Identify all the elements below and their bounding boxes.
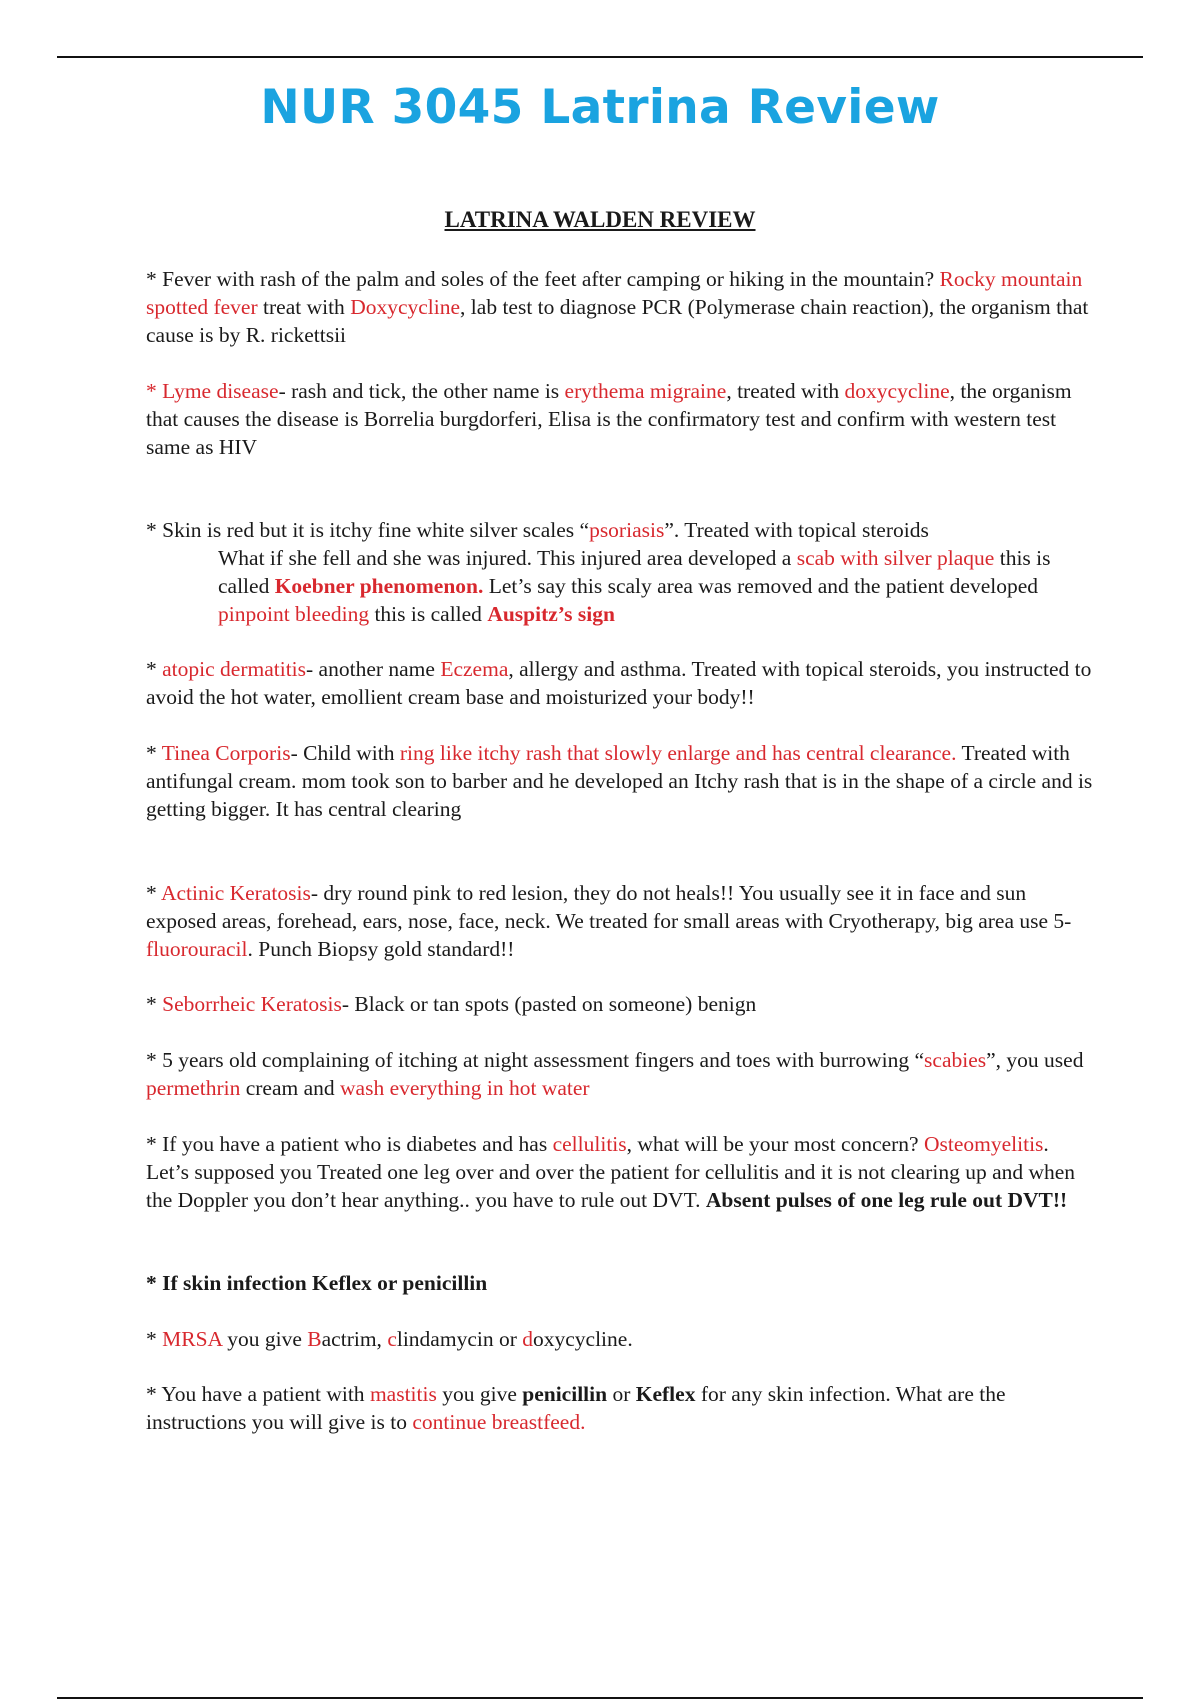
bottom-rule: [57, 1697, 1143, 1699]
top-rule: [57, 56, 1143, 58]
paragraph-scabies: * 5 years old complaining of itching at night assessment fingers and toes with burrowing “scabies”, you used permethrin cream and wash everything in hot water: [146, 1048, 1084, 1100]
paragraph-cellulitis: * If you have a patient who is diabetes and has cellulitis, what will be your most concern? Osteomyelitis. Let’s supposed you Treated one leg over and over the patient for cellulitis and it is not clearing up and when the Doppler you don’t hear anything.. you have to rule out DVT. Absent pulses of one leg rule out DVT!!: [146, 1132, 1076, 1212]
paragraph-skin-infection: * If skin infection Keflex or penicillin: [146, 1271, 488, 1295]
document-subtitle: LATRINA WALDEN REVIEW: [444, 207, 756, 232]
paragraph-lyme-disease: * Lyme disease- rash and tick, the other name is erythema migraine, treated with doxycycline, the organism that causes the disease is Borrelia burgdorferi, Elisa is the confirmatory test and confirm with western test same as HIV: [146, 379, 1072, 459]
paragraph-mastitis: * You have a patient with mastitis you give penicillin or Keflex for any skin infection. What are the instructions you will give is to continue breastfeed.: [146, 1382, 1006, 1434]
paragraph-psoriasis: * Skin is red but it is itchy fine white silver scales “psoriasis”. Treated with topical steroids What if she fell and she was injured. This injured area developed a scab with silver plaque this is called Koebner phenomenon. Let’s say this scaly area was removed and the patient developed pinpoint bleeding this is called Auspitz’s sign: [146, 518, 1051, 626]
paragraph-mrsa: * MRSA you give Bactrim, clindamycin or doxycycline.: [146, 1327, 633, 1351]
paragraph-atopic-dermatitis: * atopic dermatitis- another name Eczema, allergy and asthma. Treated with topical steroids, you instructed to avoid the hot water, emollient cream base and moisturized your body!!: [146, 657, 1092, 709]
document-title: NUR 3045 Latrina Review: [260, 80, 940, 135]
paragraph-rocky-mountain: * Fever with rash of the palm and soles of the feet after camping or hiking in the mountain? Rocky mountain spotted fever treat with Doxycycline, lab test to diagnose PCR (Polymerase chain reaction), the organism that cause is by R. rickettsii: [146, 267, 1089, 347]
paragraph-seborrheic-keratosis: * Seborrheic Keratosis- Black or tan spots (pasted on someone) benign: [146, 992, 757, 1016]
paragraph-actinic-keratosis: * Actinic Keratosis- dry round pink to red lesion, they do not heals!! You usually see it in face and sun exposed areas, forehead, ears, nose, face, neck. We treated for small areas with Cryotherapy, big area use 5-fluorouracil. Punch Biopsy gold standard!!: [146, 881, 1072, 961]
paragraph-tinea-corporis: * Tinea Corporis- Child with ring like itchy rash that slowly enlarge and has central clearance. Treated with antifungal cream. mom took son to barber and he developed an Itchy rash that is in the shape of a circle and is getting bigger. It has central clearing: [146, 741, 1093, 821]
